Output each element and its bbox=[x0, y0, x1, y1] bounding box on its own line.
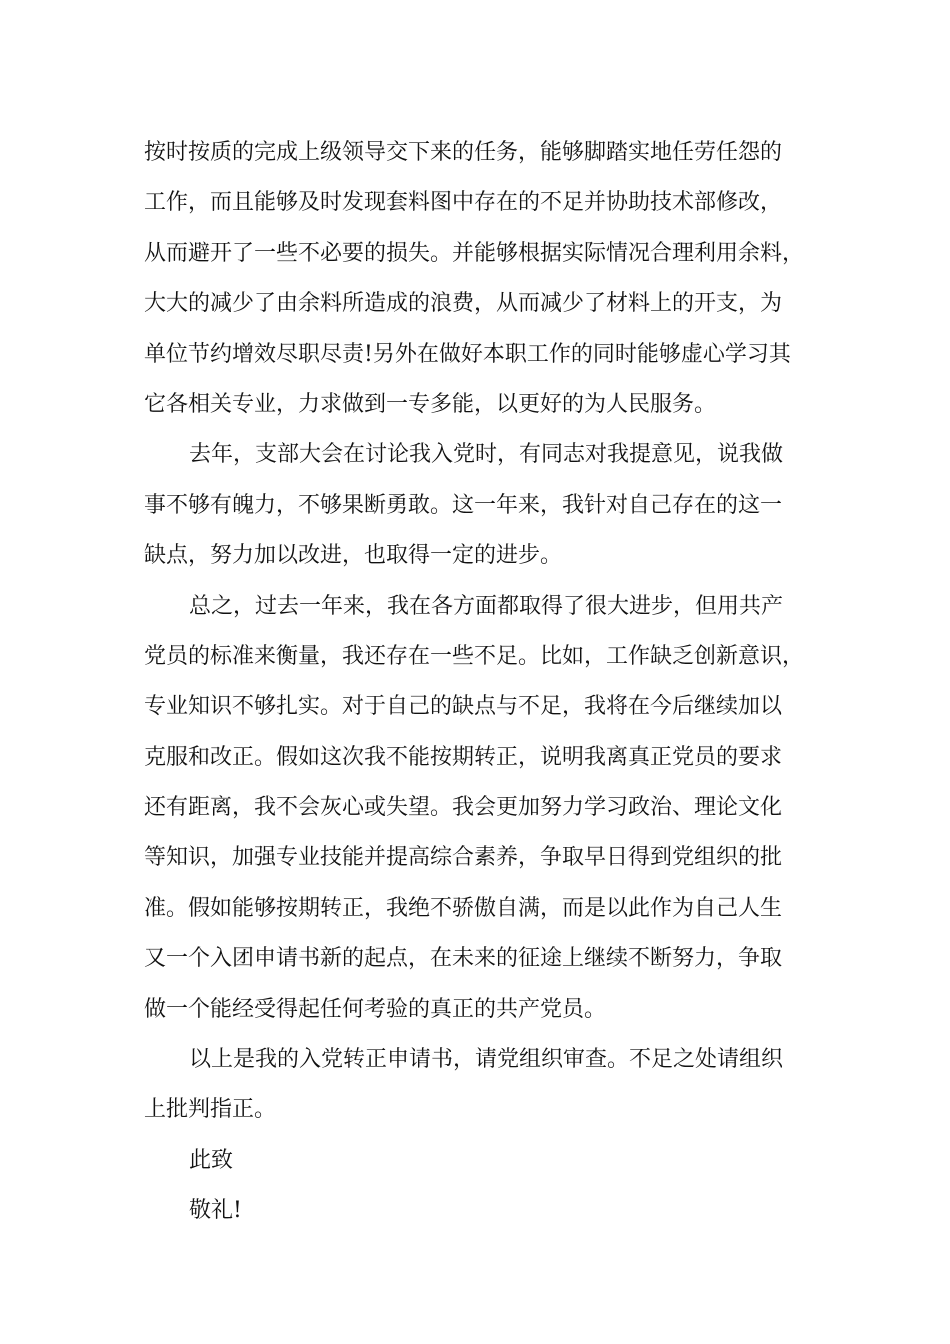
text-line: 等知识，加强专业技能并提高综合素养，争取早日得到党组织的批 bbox=[144, 845, 783, 871]
paragraph-start-line: 以上是我的入党转正申请书，请党组织审查。不足之处请组织 bbox=[189, 1047, 784, 1073]
text-line: 单位节约增效尽职尽责!另外在做好本职工作的同时能够虚心学习其 bbox=[144, 341, 791, 367]
text-line: 还有距离，我不会灰心或失望。我会更加努力学习政治、理论文化 bbox=[144, 795, 783, 821]
text-line: 上批判指正。 bbox=[144, 1097, 277, 1123]
text-line: 从而避开了一些不必要的损失。并能够根据实际情况合理利用余料， bbox=[144, 240, 805, 266]
text-line: 党员的标准来衡量，我还存在一些不足。比如，工作缺乏创新意识， bbox=[144, 643, 805, 669]
text-line: 又一个入团申请书新的起点，在未来的征途上继续不断努力，争取 bbox=[144, 946, 783, 972]
paragraph-start-line: 去年，支部大会在讨论我入党时，有同志对我提意见，说我做 bbox=[189, 442, 784, 468]
closing-regards: 敬礼! bbox=[189, 1198, 242, 1224]
text-line: 克服和改正。假如这次我不能按期转正，说明我离真正党员的要求 bbox=[144, 744, 783, 770]
text-line: 事不够有魄力，不够果断勇敢。这一年来，我针对自己存在的这一 bbox=[144, 492, 783, 518]
text-line: 它各相关专业，力求做到一专多能，以更好的为人民服务。 bbox=[144, 391, 717, 417]
text-line: 缺点，努力加以改进，也取得一定的进步。 bbox=[144, 543, 563, 569]
text-line: 准。假如能够按期转正，我绝不骄傲自满，而是以此作为自己人生 bbox=[144, 895, 783, 921]
closing-salutation: 此致 bbox=[189, 1147, 234, 1173]
text-line: 按时按质的完成上级领导交下来的任务，能够脚踏实地任劳任怨的 bbox=[144, 140, 783, 165]
text-line: 做一个能经受得起任何考验的真正的共产党员。 bbox=[144, 996, 607, 1022]
text-line: 工作，而且能够及时发现套料图中存在的不足并协助技术部修改， bbox=[144, 190, 783, 216]
text-line: 专业知识不够扎实。对于自己的缺点与不足，我将在今后继续加以 bbox=[144, 694, 783, 720]
document-body bbox=[144, 128, 824, 1237]
text-line: 大大的减少了由余料所造成的浪费，从而减少了材料上的开支，为 bbox=[144, 291, 783, 317]
paragraph-start-line: 总之，过去一年来，我在各方面都取得了很大进步，但用共产 bbox=[189, 593, 784, 619]
